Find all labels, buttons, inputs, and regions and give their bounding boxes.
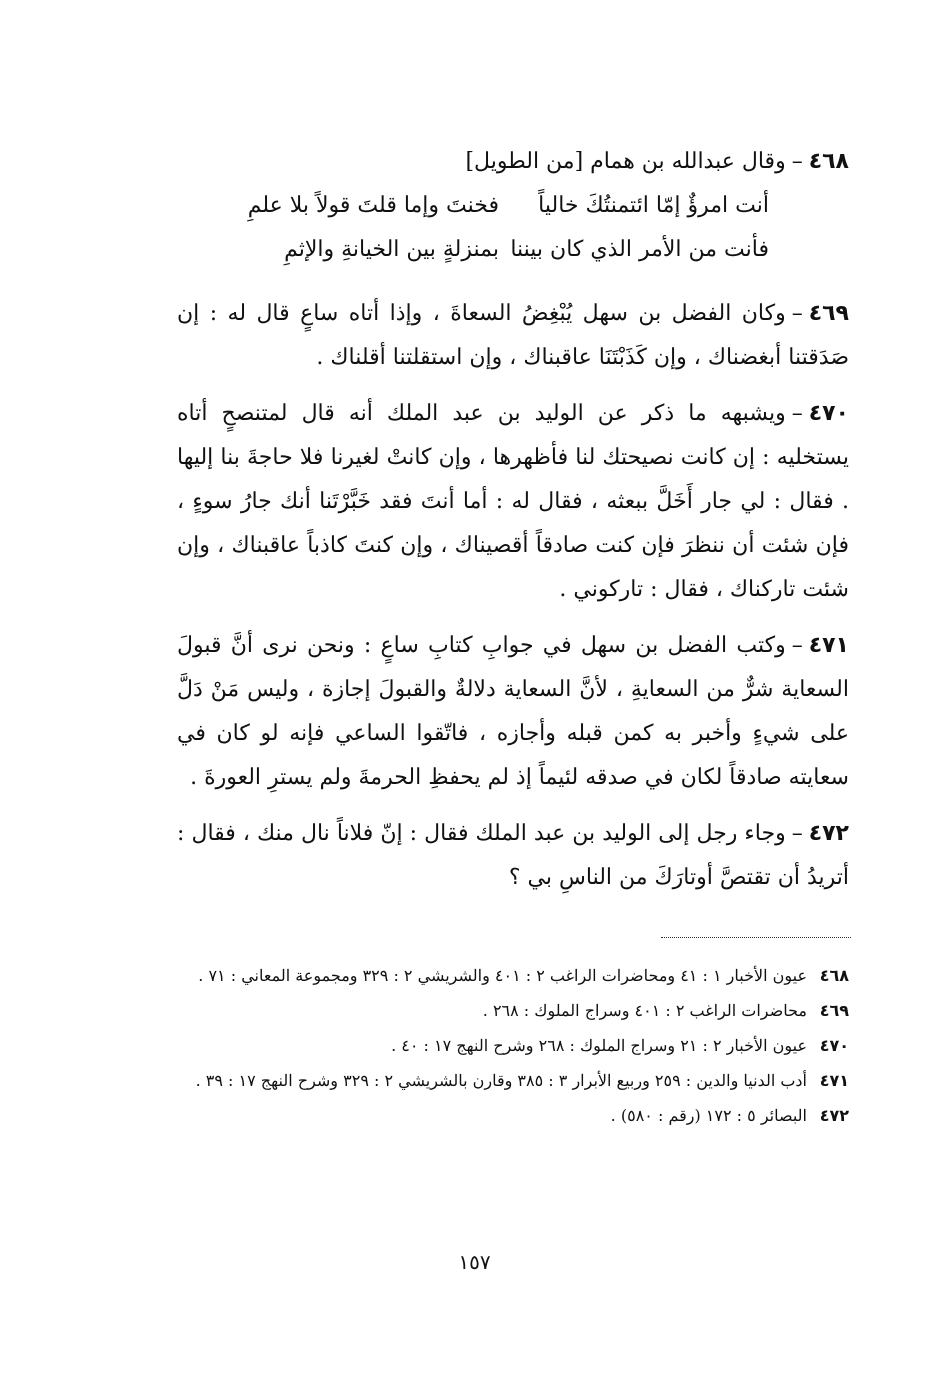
footnote-number: ٤٦٩ [819,1001,849,1020]
entry-number: ٤٧١ [808,633,849,658]
footnote-divider [661,937,851,938]
entry-number: ٤٦٨ [808,149,849,174]
footnote-text: عيون الأخبار ٢ : ٢١ وسراج الملوك : ٢٦٨ وشرح النهج ١٧ : ٤٠ . [391,1036,807,1055]
entry-text: ويشبهه ما ذكر عن الوليد بن عبد الملك أنه قال لمتنصحٍ أتاه يستخليه : إن كانت نصيحتك لنا فأظهرها ، وإن كانتْ لغيرنا فلا حاجةَ بنا إليها . فقال : لي جار أَخَلَّ ببعثه ، فقال له : أما أنتَ فقد خَبَّرْتَنا أنك جارُ سوءٍ ، فإن شئت أن ننظرَ فإن كنت صادقاً أقصيناك ، وإن كنتَ كاذباً عاقبناك ، وإن شئت تاركناك ، فقال : تاركوني . [177,401,849,602]
footnote-number: ٤٧٠ [819,1036,849,1055]
entry-number: ٤٦٩ [808,301,849,326]
entry-text: وجاء رجل إلى الوليد بن عبد الملك فقال : إنّ فلاناً نال منك ، فقال : أتريدُ أن تقتصَّ أوتارَكَ من الناسِ بي ؟ [177,821,849,890]
footnote-item [177,1030,849,1061]
entry-number: ٤٧٢ [808,821,849,846]
footnote-item [177,995,849,1026]
verse-hemistich-first: أنت امرؤٌ إمّا ائتمنتُكَ خالياً [538,193,769,218]
verse-hemistich-second: فخنتَ وإما قلتَ قولاً بلا علمِ [247,193,499,218]
verse-line [177,184,849,228]
verse-hemistich-second: بمنزلةٍ بين الخيانةِ والإثمِ [284,237,499,262]
footnote-item [177,960,849,991]
entry-472: ٤٧٢–وجاء رجل إلى الوليد بن عبد الملك فقال : إنّ فلاناً نال منك ، فقال : أتريدُ أن تقتصَّ أوتارَكَ من الناسِ بي ؟ [177,821,849,890]
entry-470: ٤٧٠–ويشبهه ما ذكر عن الوليد بن عبد الملك أنه قال لمتنصحٍ أتاه يستخليه : إن كانت نصيحتك لنا فأظهرها ، وإن كانتْ لغيرنا فلا حاجةَ بنا إليها . فقال : لي جار أَخَلَّ ببعثه ، فقال له : أما أنتَ فقد خَبَّرْتَنا أنك جارُ سوءٍ ، فإن شئت أن ننظرَ فإن كنت صادقاً أقصيناك ، وإن كنتَ كاذباً عاقبناك ، وإن شئت تاركناك ، فقال : تاركوني . [177,401,849,602]
footnote-text: عيون الأخبار ١ : ٤١ ومحاضرات الراغب ٢ : ٤٠١ والشريشي ٢ : ٣٢٩ ومجموعة المعاني : ٧١ . [198,966,807,985]
entry-text: وكتب الفضل بن سهل في جوابِ كتابِ ساعٍ : ونحن نرى أنَّ قبولَ السعاية شرٌّ من السعايةِ ، لأنَّ السعاية دلالةٌ والقبولَ إجازة ، وليس مَنْ دَلَّ على شيءٍ وأخبر به كمن قبله وأجازه ، فاتّقوا الساعي فإنه لو كان في سعايته صادقاً لكان في صدقه لئيماً إذ لم يحفظِ الحرمةَ ولم يسترِ العورةَ . [177,633,849,790]
footnote-item [177,1065,849,1096]
entry-number: ٤٧٠ [808,401,849,426]
entry-text: وقال عبدالله بن همام [من الطويل] [465,149,786,174]
entry-468: ٤٦٨–وقال عبدالله بن همام [من الطويل] أنت امرؤٌ إمّا ائتمنتُكَ خالياً فخنتَ وإما قلتَ قولاً بلا علمِ فأنت من الأمر الذي كان بيننا بمنزلةٍ بين الخيانةِ والإثمِ [177,140,849,272]
footnote-number: ٤٧٢ [819,1106,849,1125]
footnote-number: ٤٦٨ [819,966,849,985]
entry-text: وكان الفضل بن سهل يُبْغِضُ السعاةَ ، وإذا أتاه ساعٍ قال له : إن صَدَقتنا أبغضناك ، وإن كَذَبْتَنَا عاقبناك ، وإن استقلتنا أقلناك . [177,301,849,370]
footnote-text: محاضرات الراغب ٢ : ٤٠١ وسراج الملوك : ٢٦٨ . [482,1001,807,1020]
main-text [177,140,849,912]
footnote-text: أدب الدنيا والدين : ٢٥٩ وربيع الأبرار ٣ : ٣٨٥ وقارن بالشريشي ٢ : ٣٢٩ وشرح النهج ١٧ : ٣٩ . [195,1071,807,1090]
footnote-number: ٤٧١ [819,1071,849,1090]
entry-471: ٤٧١–وكتب الفضل بن سهل في جوابِ كتابِ ساعٍ : ونحن نرى أنَّ قبولَ السعاية شرٌّ من السعايةِ ، لأنَّ السعاية دلالةٌ والقبولَ إجازة ، وليس مَنْ دَلَّ على شيءٍ وأخبر به كمن قبله وأجازه ، فاتّقوا الساعي فإنه لو كان في سعايته صادقاً لكان في صدقه لئيماً إذ لم يحفظِ الحرمةَ ولم يسترِ العورةَ . [177,633,849,790]
entry-469: ٤٦٩–وكان الفضل بن سهل يُبْغِضُ السعاةَ ، وإذا أتاه ساعٍ قال له : إن صَدَقتنا أبغضناك ، وإن كَذَبْتَنَا عاقبناك ، وإن استقلتنا أقلناك . [177,301,849,370]
verse-hemistich-first: فأنت من الأمر الذي كان بيننا [510,237,769,262]
page-number: ١٥٧ [458,1250,491,1274]
footnote-text: البصائر ٥ : ١٧٢ (رقم : ٥٨٠) . [610,1106,807,1125]
verse-line [177,228,849,272]
footnote-item [177,1100,849,1131]
footnotes [177,960,849,1135]
